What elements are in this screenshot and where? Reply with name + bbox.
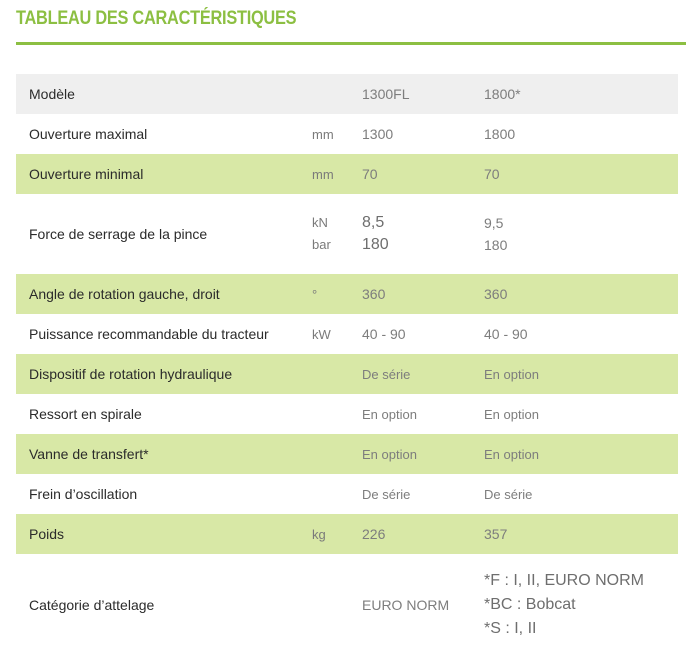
value-1800: De série [484, 486, 533, 502]
table-row [16, 194, 678, 274]
value-line: 8,5 [362, 214, 385, 231]
row-label: Modèle [29, 86, 75, 102]
row-label: Dispositif de rotation hydraulique [29, 366, 233, 382]
table-row [16, 394, 678, 434]
value-1300fl: 1300 [362, 126, 394, 142]
value-1800: 40 - 90 [484, 326, 528, 342]
unit-line: kN [312, 215, 328, 230]
value-1300fl: EURO NORM [362, 597, 450, 613]
row-unit: mm [312, 126, 334, 142]
title-divider [16, 42, 686, 45]
value-1300fl: 40 - 90 [362, 326, 406, 342]
value-1300fl: 1300FL [362, 86, 410, 102]
row-label: Poids [29, 526, 65, 542]
value-1300fl: De série [362, 366, 411, 382]
value-1800: 1800* [484, 86, 521, 102]
row-unit: kW [312, 326, 331, 342]
row-unit: kg [312, 526, 326, 542]
row-label: Ouverture minimal [29, 166, 144, 182]
row-label: Puissance recommandable du tracteur [29, 326, 269, 342]
value-line: 9,5 [484, 215, 504, 231]
row-label: Vanne de transfert* [29, 446, 149, 462]
row-unit: ° [312, 286, 318, 302]
value-line: 180 [362, 236, 389, 253]
row-label: Force de serrage de la pince [29, 226, 208, 242]
value-1800: En option [484, 406, 539, 422]
table-row [16, 314, 678, 354]
row-label: Ouverture maximal [29, 126, 148, 142]
table-row-model [16, 74, 678, 114]
value-1800: 357 [484, 526, 508, 542]
value-1300fl: 70 [362, 166, 378, 182]
row-label: Frein d’oscillation [29, 486, 138, 502]
table-row [16, 554, 678, 656]
row-label: Angle de rotation gauche, droit [29, 286, 220, 302]
table-row [16, 114, 678, 154]
row-unit: mm [312, 166, 334, 182]
value-1800 [484, 194, 507, 274]
row-label: Catégorie d’attelage [29, 597, 155, 613]
table-row [16, 274, 678, 314]
table-row [16, 434, 678, 474]
table-row [16, 474, 678, 514]
value-1800: En option [484, 446, 539, 462]
spec-table [16, 74, 678, 656]
value-1800: 360 [484, 286, 508, 302]
value-1800: 70 [484, 166, 500, 182]
value-line: *S : I, II [484, 620, 537, 637]
value-line: *F : I, II, EURO NORM [484, 572, 645, 589]
value-1300fl: En option [362, 406, 417, 422]
unit-line: bar [312, 237, 331, 252]
value-1800: En option [484, 366, 539, 382]
table-row [16, 154, 678, 194]
row-unit [312, 194, 331, 274]
value-1300fl [362, 194, 389, 274]
value-1300fl: 226 [362, 526, 386, 542]
value-line: *BC : Bobcat [484, 596, 576, 613]
value-1300fl: En option [362, 446, 417, 462]
value-line: 180 [484, 237, 508, 253]
row-label: Ressort en spirale [29, 406, 142, 422]
value-1800 [484, 554, 644, 656]
page-title: TABLEAU DES CARACTÉRISTIQUES [16, 8, 297, 29]
table-row [16, 514, 678, 554]
value-1300fl: De série [362, 486, 411, 502]
value-1300fl: 360 [362, 286, 386, 302]
value-1800: 1800 [484, 126, 516, 142]
table-row [16, 354, 678, 394]
